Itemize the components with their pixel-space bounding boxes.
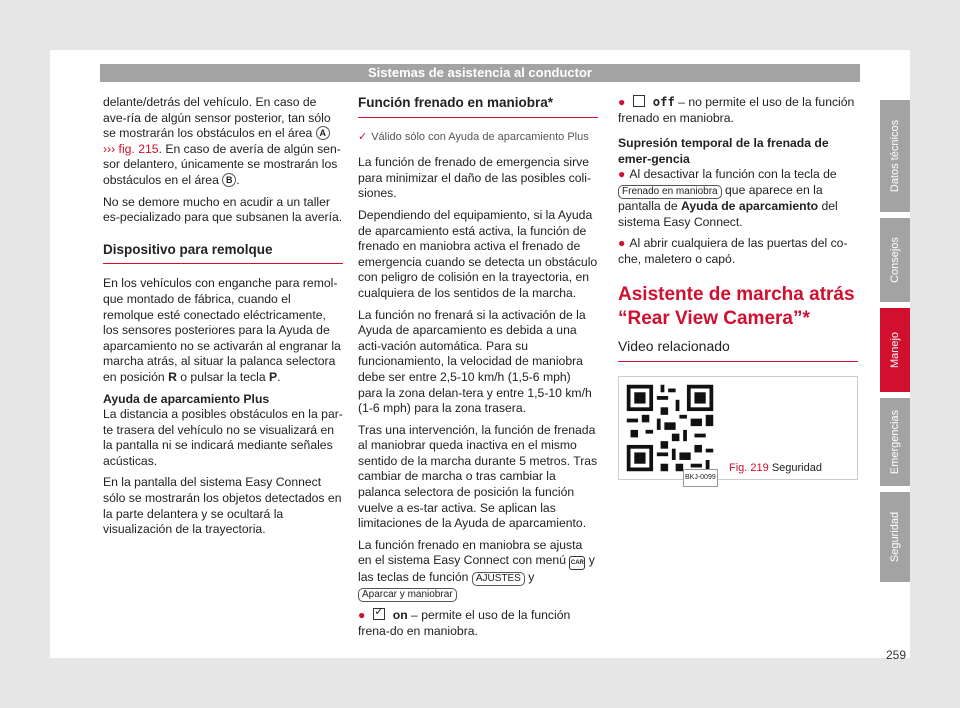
car-menu-icon: CAR	[569, 556, 585, 570]
paragraph: La distancia a posibles obstáculos en la par-te trasera del vehículo no se visualizará en la pantalla ni se indicará mediante señales acústicas.	[103, 407, 343, 468]
unchecked-box-icon	[633, 95, 645, 107]
paragraph: delante/detrás del vehículo. En caso de ave-ría de algún sensor posterior, tan sólo se mostrarán los obstáculos en el área A ››› fig. 215. En caso de avería de algún sen-sor delantero, únicamente se mostrarán los obstáculos en el área B .	[103, 95, 341, 187]
page	[50, 50, 910, 658]
tab-seguridad[interactable]: Seguridad	[880, 492, 910, 582]
validity-note: ✓ Válido sólo con Ayuda de aparcamiento Plus	[358, 130, 589, 143]
page-number: 259	[886, 648, 907, 662]
paragraph: La función de frenado de emergencia sirve para minimizar el daño de las posibles coli-siones.	[358, 155, 592, 201]
bullet-icon: ●	[618, 236, 626, 251]
figure-caption: Fig. 219 Seguridad	[729, 461, 822, 474]
bullet-on: ●✓ on – permite el uso de la función frena-do en maniobra.	[358, 608, 598, 639]
tab-datos-tecnicos[interactable]: Datos técnicos	[880, 100, 910, 212]
parking-key-icon: P	[269, 369, 278, 384]
page-header: Sistemas de asistencia al conductor	[100, 64, 860, 82]
checked-box-icon	[373, 608, 385, 620]
section-heading: Dispositivo para remolque	[103, 242, 343, 265]
column-3	[618, 95, 858, 480]
paragraph: Dependiendo del equipamiento, si la Ayuda de aparcamiento está activa, la función de frenado en maniobra activa el frenado de emergencia cuando se detecta un obstáculo con peligro de colisión en la trayectoria, en cualquiera de los sentidos de la marcha.	[358, 207, 598, 300]
ajustes-key: AJUSTES	[472, 572, 525, 586]
bullet-icon: ●	[358, 608, 366, 623]
qr-code-label: BKJ-0099	[683, 469, 718, 487]
subheading: Ayuda de aparcamiento Plus	[103, 391, 270, 406]
column-2	[358, 95, 598, 646]
paragraph: No se demore mucho en acudir a un taller es-pecializado para que subsanen la avería.	[103, 194, 343, 225]
figure-219	[618, 376, 858, 480]
bullet-off: ● off – no permite el uso de la función frenado en maniobra.	[618, 95, 855, 125]
bullet-icon: ●	[618, 167, 626, 182]
frenado-key: Frenado en maniobra	[618, 185, 722, 199]
paragraph: La función frenado en maniobra se ajusta en el sistema Easy Connect con menú CAR y las teclas de función AJUSTES y Aparcar y maniobrar	[358, 537, 595, 601]
paragraph: En la pantalla del sistema Easy Connect sólo se mostrarán los objetos detectados en la parte delantera y se ocultará la visualización de la trayectoria.	[103, 475, 342, 537]
section-heading: Función frenado en maniobra*	[358, 95, 598, 118]
bullet-item: ● Al desactivar la función con la tecla de Frenado en maniobra que aparece en la pantalla de Ayuda de aparcamiento del sistema Easy Connect.	[618, 167, 838, 229]
qr-code-icon[interactable]	[623, 381, 717, 475]
section-title: Asistente de marcha atrás “Rear View Camera”*	[618, 284, 855, 330]
column-1	[103, 95, 343, 544]
subheading: Supresión temporal de la frenada de emer-gencia	[618, 136, 829, 166]
area-a-marker: A	[316, 126, 330, 140]
video-heading: Video relacionado	[618, 339, 858, 362]
bullet-icon: ●	[618, 95, 626, 109]
figure-reference-link[interactable]: ››› fig. 215	[103, 141, 159, 156]
paragraph: La función no frenará si la activación de la Ayuda de aparcamiento es debida a una acti-vación automática. Para su funcionamiento, la velocidad de maniobra debe ser entre 2,5-10 km/h (1,5-6 mph) para la zona delan-tera y entre 1,5-10 km/h (1-6 mph) para la zona trasera.	[358, 307, 592, 416]
paragraph: En los vehículos con enganche para remol-que montado de fábrica, cuando el remolque esté conectado eléctricamente, los sensores posteriores para la Ayuda de aparcamiento no se activarán al engranar la marcha atrás, al situar la palanca selectora en posición R o pulsar la tecla P.	[103, 276, 341, 384]
paragraph: Tras una intervención, la función de frenada al maniobrar queda inactiva en el mismo sentido de la marcha durante 5 metros. Tras cambiar de marcha o tras cambiar la palanca selectora de posición la función vuelve a es-tar activa. Se aplican las limitaciones de la Ayuda de aparcamiento.	[358, 422, 598, 531]
tab-consejos[interactable]: Consejos	[880, 218, 910, 302]
aparcar-key: Aparcar y maniobrar	[358, 588, 457, 602]
bullet-item: ● Al abrir cualquiera de las puertas del co-che, maletero o capó.	[618, 236, 848, 266]
tab-manejo[interactable]: Manejo	[880, 308, 910, 392]
area-b-marker: B	[222, 173, 236, 187]
tab-emergencias[interactable]: Emergencias	[880, 398, 910, 486]
check-icon: ✓	[358, 130, 368, 143]
